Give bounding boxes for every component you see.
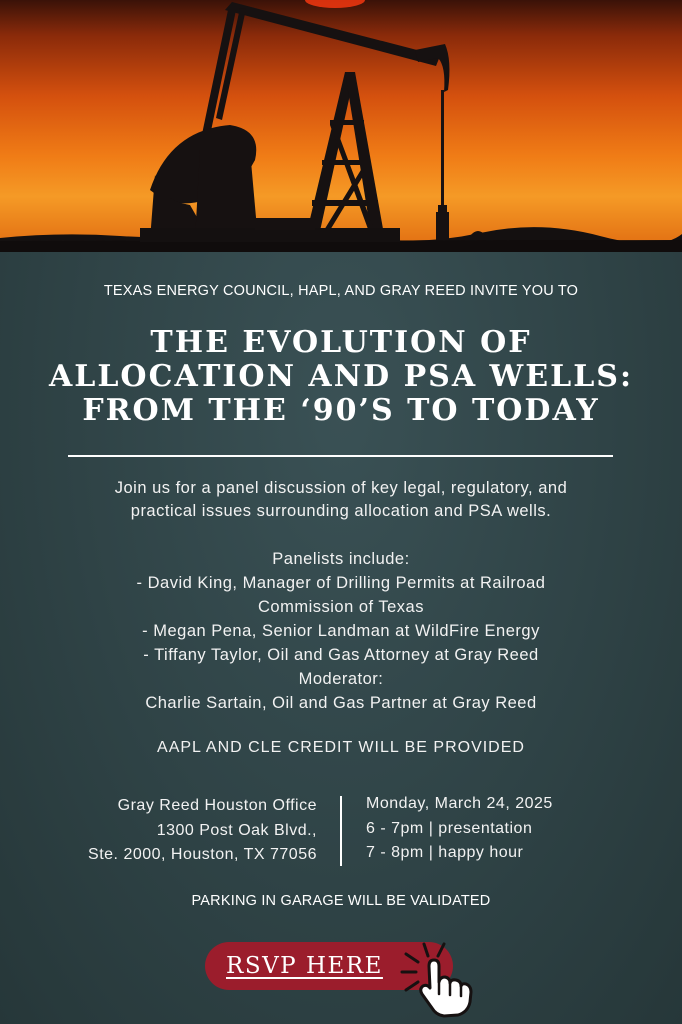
panel-line: - David King, Manager of Drilling Permits at Railroad (136, 574, 546, 592)
panelists (0, 547, 682, 715)
panel-line: - Tiffany Taylor, Oil and Gas Attorney at Gray Reed (143, 646, 539, 664)
schedule-line: 7 - 8pm | happy hour (366, 844, 524, 861)
parking-note: PARKING IN GARAGE WILL BE VALIDATED (191, 893, 491, 909)
address-line: 1300 Post Oak Blvd., (156, 821, 317, 839)
title-line: ALLOCATION AND PSA WELLS: (48, 359, 634, 394)
intro-text (0, 477, 682, 523)
pointer-hand-icon[interactable] (396, 936, 478, 1018)
intro-line: Join us for a panel discussion of key legal, regulatory, and (114, 479, 568, 497)
panel-line: Moderator: (298, 670, 384, 688)
event-schedule (366, 792, 553, 866)
schedule-line: Monday, March 24, 2025 (366, 795, 553, 812)
panel-line: Commission of Texas (257, 598, 424, 616)
divider (68, 455, 613, 457)
schedule-line: 6 - 7pm | presentation (366, 819, 533, 837)
pump-jack-silhouette (0, 0, 682, 252)
panel-line: - Megan Pena, Senior Landman at WildFire Energy (142, 622, 540, 640)
credit-line: AAPL AND CLE CREDIT WILL BE PROVIDED (157, 739, 525, 756)
sunset-hero-image (0, 0, 682, 252)
title-line: FROM THE ‘90’S TO TODAY (82, 393, 600, 428)
address-line: Ste. 2000, Houston, TX 77056 (88, 846, 317, 863)
address-line: Gray Reed Houston Office (117, 797, 317, 814)
panel-line: Panelists include: (272, 550, 410, 568)
panel-line: Charlie Sartain, Oil and Gas Partner at Gray Reed (145, 694, 537, 712)
event-title (0, 326, 682, 428)
invite-line: TEXAS ENERGY COUNCIL, HAPL, AND GRAY REED INVITE YOU TO (103, 283, 579, 299)
rsvp-button[interactable]: RSVP HERE (205, 942, 453, 990)
intro-line: practical issues surrounding allocation and PSA wells. (130, 502, 552, 520)
venue-address (88, 794, 317, 868)
title-line: THE EVOLUTION OF (150, 325, 532, 360)
column-divider (340, 796, 342, 866)
